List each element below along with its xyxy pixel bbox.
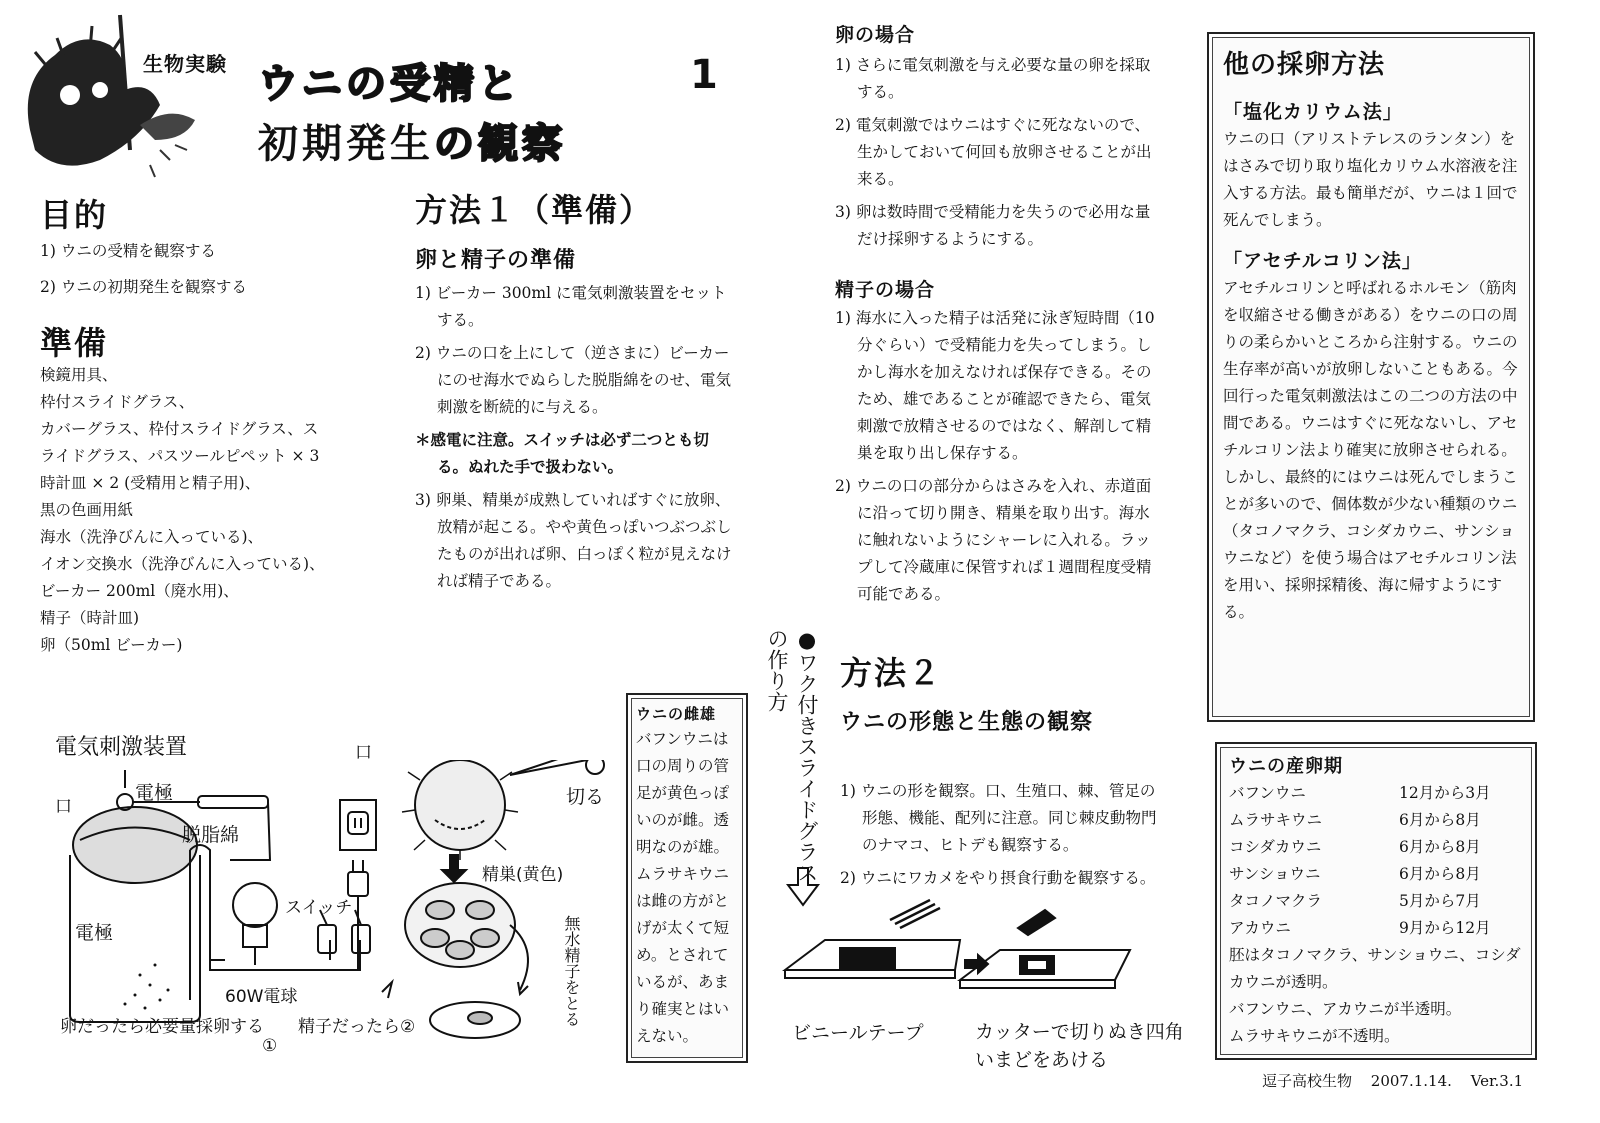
method2-heading: 方法２ — [840, 654, 943, 692]
label-cotton: 脱脂綿 — [182, 824, 240, 846]
label-electrode-side: 電極 — [75, 922, 114, 944]
label-cutter: カッターで切りぬき四角いまどをあける — [975, 1021, 1184, 1071]
spawning-row — [1229, 834, 1491, 861]
preparation-list — [40, 362, 380, 659]
label-bulb: 60W電球 — [225, 987, 298, 1007]
spawning-row — [1229, 780, 1491, 807]
label-mouth: 口 — [55, 797, 72, 817]
spawning-row — [1229, 888, 1491, 915]
spawning-note: バフンウニ、アカウニが半透明。 — [1229, 1000, 1462, 1018]
preparation-item: ビーカー 200ml（廃水用)、 — [40, 582, 239, 600]
ach-title: 「アセチルコリン法」 — [1223, 250, 1422, 272]
sperm-item: 1) 海水に入った精子は活発に泳ぎ短時間（10 分ぐらい）で受精能力を失ってしまう。しかし海水を加えなければ保存できる。そのため、雄であることが確認できたら、電気刺激で放精させるのではなく、解剖して精巣を取り出し保存する。 — [835, 309, 1155, 462]
method1-warning: ＊感電に注意。スイッチは必ず二つとも切る。ぬれた手で扱わない。 — [415, 431, 709, 476]
preparation-item: 精子（時計皿) — [40, 609, 140, 627]
purpose-heading: 目的 — [40, 196, 109, 234]
method2-item: 2) ウニにワカメをやり摂食行動を観察する。 — [840, 869, 1156, 887]
species-period: 6月から8月 — [1399, 838, 1481, 856]
label-electrode-top: 電極 — [135, 782, 174, 804]
purpose-list — [40, 238, 370, 301]
sperm-heading: 精子の場合 — [835, 279, 936, 301]
species-name: タコノマクラ — [1229, 892, 1323, 910]
species-period: 9月から12月 — [1399, 919, 1491, 937]
sex-box — [626, 693, 748, 1063]
footer — [1262, 1070, 1523, 1091]
sex-box-title: ウニの雌雄 — [636, 705, 717, 723]
sperm-list — [835, 305, 1165, 614]
method1-subheading: 卵と精子の準備 — [415, 248, 577, 273]
species-name: ムラサキウニ — [1229, 811, 1323, 829]
label-sperm-note: 精子だったら② — [298, 1017, 416, 1037]
species-name: サンショウニ — [1229, 865, 1321, 883]
other-methods-heading: 他の採卵方法 — [1223, 50, 1386, 80]
preparation-item: 海水（洗浄びんに入っている)、 — [40, 528, 264, 546]
preparation-item: 枠付スライドグラス、 — [40, 393, 195, 411]
diagram-title: 電気刺激装置 — [55, 735, 188, 760]
spawning-row — [1229, 807, 1491, 834]
footer-date: 2007.1.14. — [1370, 1072, 1452, 1090]
eggs-item: 1) さらに電気刺激を与え必要な量の卵を採取する。 — [835, 56, 1151, 101]
spawning-box — [1215, 742, 1537, 1060]
species-period: 6月から8月 — [1399, 865, 1481, 883]
title-line2-outline: の観察 — [434, 121, 566, 167]
species-period: 5月から7月 — [1399, 892, 1481, 910]
label-cut: 切る — [566, 786, 605, 808]
eggs-item: 2) 電気刺激ではウニはすぐに死なないので、生かしておいて何回も放卵させることが出来る。 — [835, 116, 1152, 188]
sex-box-text: バフンウニは口の周りの管足が黄色っぽいのが雌。透明なのが雄。ムラサキウニは雌の方がとげが太くて短め。とされているが、あまり確実とはいえない。 — [636, 730, 730, 1045]
preparation-item: ライドグラス、パスツールピペット × 3 — [40, 447, 320, 465]
kcl-text: ウニの口（アリストテレスのランタン）をはさみで切り取り塩化カリウム水溶液を注入する方法。最も簡単だが、ウニは１回で死んでしまう。 — [1223, 130, 1518, 229]
category-label: 生物実験 — [143, 52, 227, 76]
method1-steps — [415, 280, 737, 601]
preparation-item: 黒の色画用紙 — [40, 501, 134, 519]
spawning-row — [1229, 861, 1491, 888]
eggs-list — [835, 52, 1165, 259]
spawning-title: ウニの産卵期 — [1229, 756, 1343, 777]
title-line1: ウニの受精と — [258, 61, 522, 107]
species-period: 6月から8月 — [1399, 811, 1481, 829]
footer-version: Ver.3.1 — [1470, 1072, 1524, 1090]
method2-subheading: ウニの形態と生態の観察 — [840, 710, 1094, 735]
preparation-item: 卵（50ml ビーカー) — [40, 636, 183, 654]
header-illustration — [10, 10, 240, 185]
slide-making-drawing — [770, 860, 1140, 1010]
label-dry-sperm: 無水精子をとる — [562, 915, 581, 1027]
footer-school: 逗子高校生物 — [1262, 1072, 1353, 1090]
purpose-item: 2) ウニの初期発生を観察する — [40, 278, 247, 296]
species-name: アカウニ — [1229, 919, 1291, 937]
label-egg-mark: ① — [262, 1036, 278, 1056]
eggs-heading: 卵の場合 — [835, 24, 916, 46]
slide-vertical-title: ●ワク付きスライドグラスの作り方 — [765, 628, 819, 883]
species-name: コシダカウニ — [1229, 838, 1322, 856]
method1-heading: 方法１（準備） — [415, 191, 654, 229]
label-tape: ビニールテープ — [792, 1022, 924, 1044]
eggs-item: 3) 卵は数時間で受精能力を失うので必用な量だけ採卵するようにする。 — [835, 203, 1151, 248]
kcl-title: 「塩化カリウム法」 — [1223, 101, 1403, 123]
method1-step: 1) ビーカー 300ml に電気刺激装置をセットする。 — [415, 284, 727, 329]
preparation-heading: 準備 — [40, 324, 109, 362]
method2-item: 1) ウニの形を観察。口、生殖口、棘、管足の形態、機能、配列に注意。同じ棘皮動物門のナマコ、ヒトデも観察する。 — [840, 782, 1157, 854]
method1-step: 2) ウニの口を上にして（逆さまに）ビーカーにのせ海水でぬらした脱脂綿をのせ、電気刺激を断続的に与える。 — [415, 344, 732, 416]
title-number: 1 — [690, 52, 722, 98]
preparation-item: 検鏡用具、 — [40, 366, 118, 384]
spawning-row — [1229, 915, 1491, 942]
spawning-note: 胚はタコノマクラ、サンショウニ、コシダカウニが透明。 — [1229, 946, 1521, 991]
label-egg-note: 卵だったら必要量採卵する — [60, 1017, 264, 1037]
preparation-item: 時計皿 × 2 (受精用と精子用)、 — [40, 474, 261, 492]
purpose-item: 1) ウニの受精を観察する — [40, 242, 216, 260]
species-period: 12月から3月 — [1399, 784, 1491, 802]
title-line2-solid: 初期発生 — [258, 121, 434, 167]
ach-text: アセチルコリンと呼ばれるホルモン（筋肉を収縮させる働きがある）をウニの口の周りの柔らかいところから注射する。ウニの生存率が高いが放卵しないこともある。今回行った電気刺激法はこの二つの方法の中間である。ウニはすぐに死なないし、アセチルコリン法より確実に放卵させられる。しかし、最終的にはウニは死んでしまうことが多いので、個体数が少ない種類のウニ（タコノマクラ、コシダカウニ、サンショウニなど）を使う場合はアセチルコリン法を用い、採卵採精後、海に帰すようにする。 — [1223, 279, 1518, 621]
spawning-note: ムラサキウニが不透明。 — [1229, 1027, 1400, 1045]
label-testis: 精巣(黄色) — [482, 865, 564, 885]
title-line2 — [258, 112, 566, 169]
preparation-item: イオン交換水（洗浄びんに入っている)、 — [40, 555, 325, 573]
spawning-notes — [1229, 942, 1523, 1050]
sperm-item: 2) ウニの口の部分からはさみを入れ、赤道面に沿って切り開き、精巣を取り出す。海水に触れないようにシャーレに入れる。ラップして冷蔵庫に保管すれば１週間程度受精可能である。 — [835, 477, 1152, 603]
label-mouth-2: 口 — [355, 743, 372, 763]
preparation-item: カバーグラス、枠付スライドグラス、ス — [40, 420, 319, 438]
other-methods-box — [1207, 32, 1535, 722]
species-name: バフンウニ — [1229, 784, 1306, 802]
label-switch: スイッチ — [285, 898, 353, 918]
method1-step: 3) 卵巣、精巣が成熟していればすぐに放卵、放精が起こる。やや黄色っぽいつぶつぶしたものが出れば卵、白っぽく粒が見えなければ精子である。 — [415, 491, 732, 590]
spawning-table — [1229, 780, 1491, 942]
